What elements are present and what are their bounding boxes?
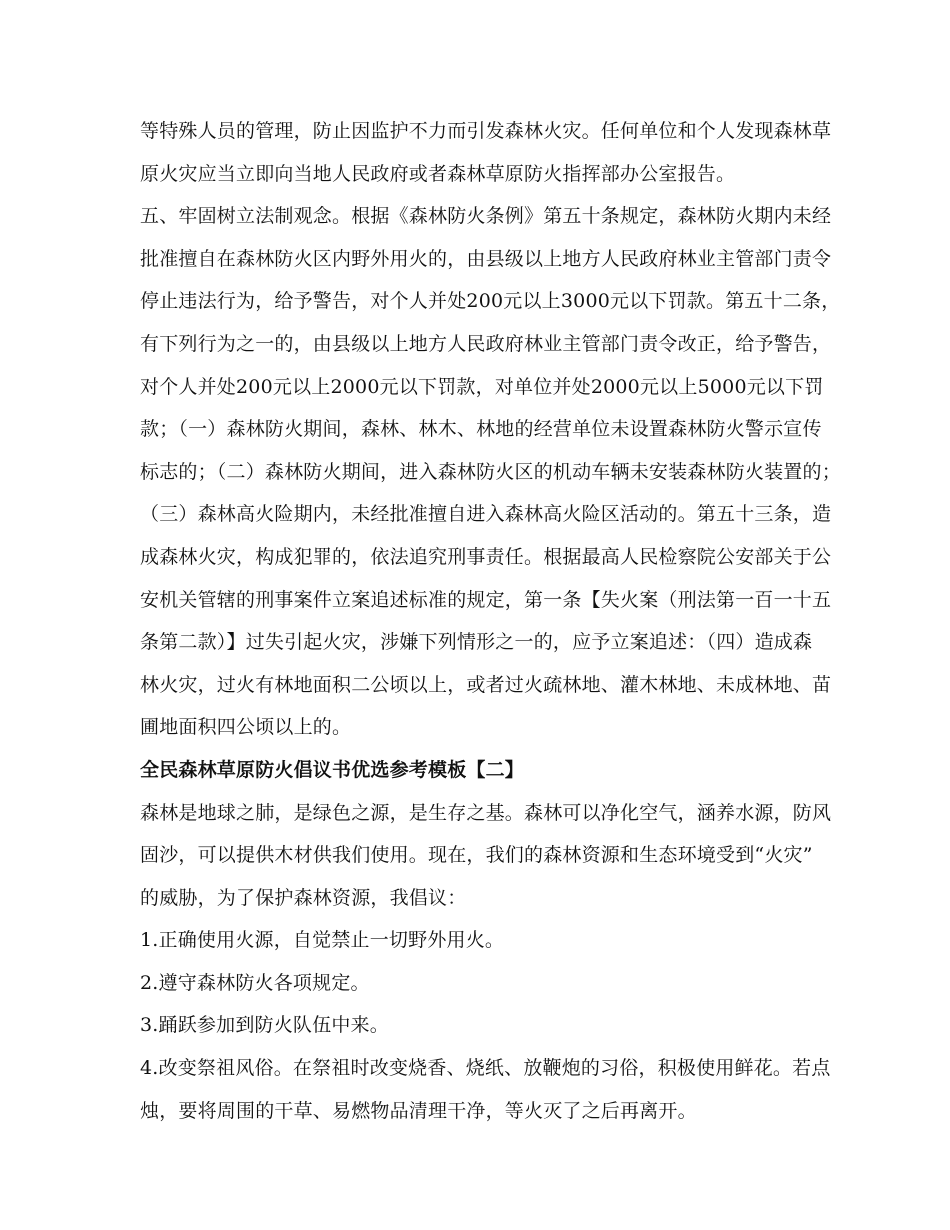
paragraph-line: 五、牢固树立法制观念。根据《森林防火条例》第五十条规定，森林防火期内未经: [140, 205, 832, 228]
paragraph-line: 圃地面积四公顷以上的。: [140, 716, 352, 739]
paragraph-line: 森林是地球之肺，是绿色之源，是生存之基。森林可以净化空气，涵养水源，防风: [140, 801, 832, 824]
paragraph-line: 成森林火灾，构成犯罪的，依法追究刑事责任。根据最高人民检察院公安部关于公: [140, 545, 832, 568]
paragraph-line: 原火灾应当立即向当地人民政府或者森林草原防火指挥部办公室报告。: [140, 162, 736, 185]
paragraph-line: 林火灾，过火有林地面积二公顷以上，或者过火疏林地、灌木林地、未成林地、苗: [140, 673, 832, 696]
paragraph-line: 款；（一）森林防火期间，森林、林木、林地的经营单位未设置森林防火警示宣传: [140, 418, 822, 441]
document-page: [140, 110, 841, 1132]
section-heading-line: 全民森林草原防火倡议书优选参考模板【二】: [140, 758, 525, 781]
paragraph-line: 的威胁，为了保护森林资源，我倡议：: [140, 886, 467, 909]
paragraph-line: 固沙，可以提供木材供我们使用。现在，我们的森林资源和生态环境受到“火灾”: [140, 844, 813, 867]
paragraph-line: 4.改变祭祖风俗。在祭祖时改变烧香、烧纸、放鞭炮的习俗，积极使用鲜花。若点: [140, 1057, 831, 1080]
paragraph-line: 烛，要将周围的干草、易燃物品清理干净，等火灭了之后再离开。: [140, 1099, 697, 1122]
paragraph-line: 等特殊人员的管理，防止因监护不力而引发森林火灾。任何单位和个人发现森林草: [140, 120, 832, 142]
paragraph-line: 条第二款）】过失引起火灾，涉嫌下列情形之一的，应予立案追述：（四）造成森: [140, 631, 813, 654]
document-body: [140, 110, 841, 1132]
paragraph-line: 1.正确使用火源，自觉禁止一切野外用火。: [140, 929, 505, 952]
paragraph-line: 批准擅自在森林防火区内野外用火的，由县级以上地方人民政府林业主管部门责令: [140, 247, 832, 270]
paragraph-line: 2.遵守森林防火各项规定。: [140, 971, 370, 994]
paragraph-line: 有下列行为之一的，由县级以上地方人民政府林业主管部门责令改正，给予警告，: [140, 332, 832, 355]
paragraph-line: 3.踊跃参加到防火队伍中来。: [140, 1014, 389, 1037]
paragraph-line: （三）森林高火险期内，未经批准擅自进入森林高火险区活动的。第五十三条，造: [140, 503, 832, 526]
paragraph-line: 对个人并处200元以上2000元以下罚款，对单位并处2000元以上5000元以下罚: [140, 375, 824, 398]
paragraph-line: 停止违法行为，给予警告，对个人并处200元以上3000元以下罚款。第五十二条，: [140, 290, 841, 313]
paragraph-line: 安机关管辖的刑事案件立案追述标准的规定，第一条【失火案（刑法第一百一十五: [140, 588, 832, 611]
paragraph-line: 标志的；（二）森林防火期间，进入森林防火区的机动车辆未安装森林防火装置的；: [140, 460, 841, 483]
